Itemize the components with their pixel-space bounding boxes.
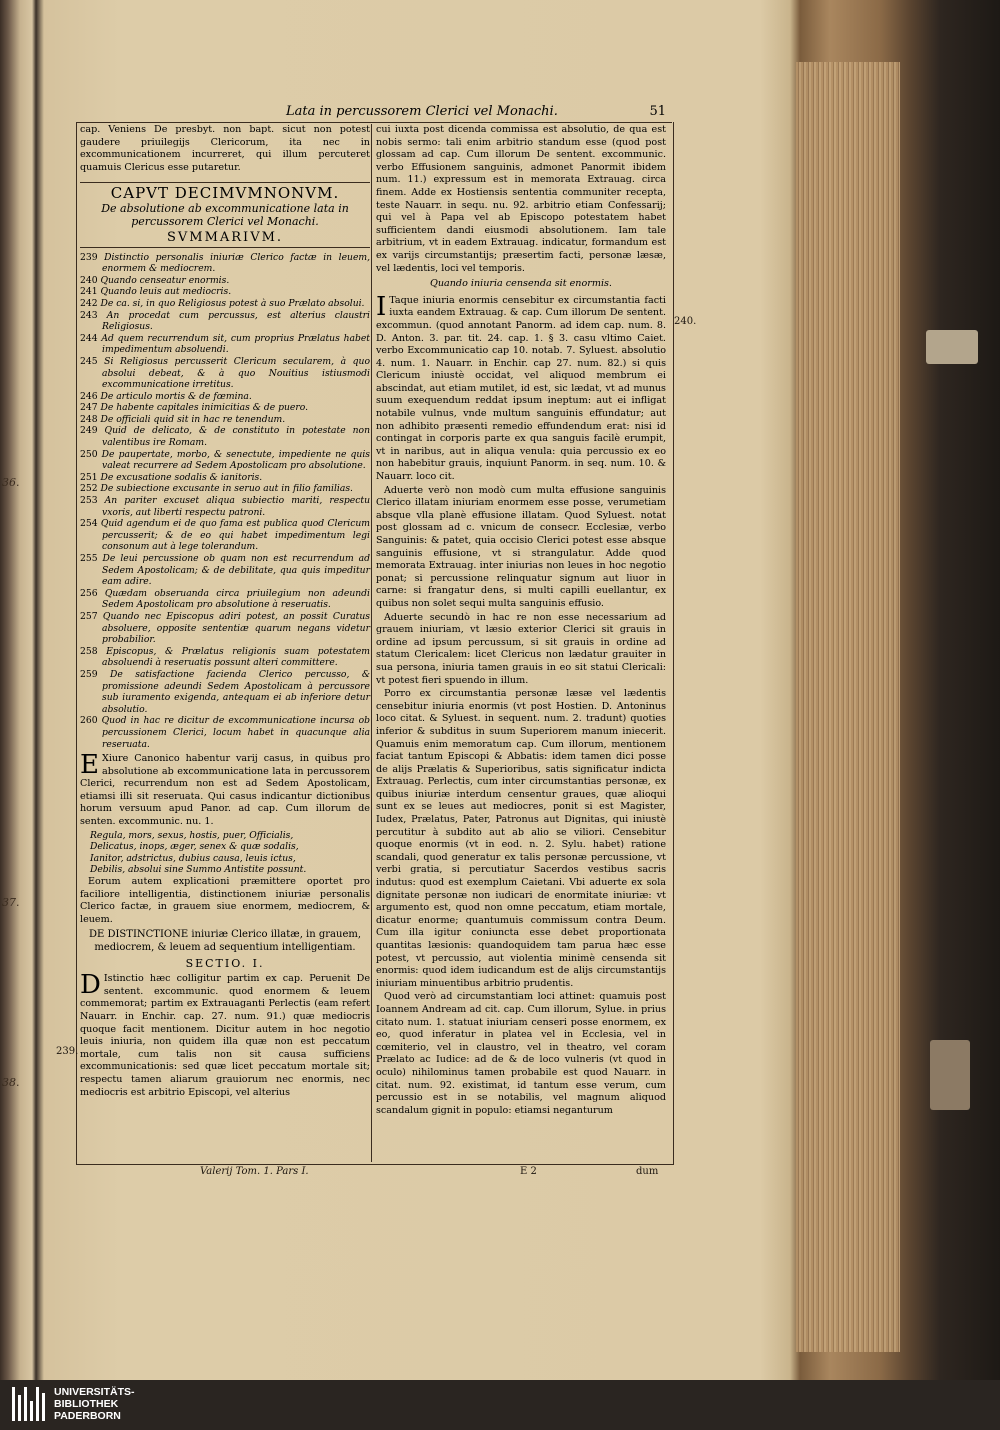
right-column xyxy=(376,124,666,1118)
summary-item xyxy=(80,402,370,414)
summary-item xyxy=(80,518,370,553)
summary-item-number: 260 xyxy=(80,715,98,727)
summary-item-number: 251 xyxy=(80,471,98,483)
verse-line: Ianitor, adstrictus, dubius causa, leuis ictus, xyxy=(90,852,296,864)
summary-item-text: Quod in hac re dicitur de excommunicatione incursa ob percussionem Clerici, locum habet in quacunque alia reseruata. xyxy=(101,715,370,750)
summary-title: SVMMARIVM. xyxy=(80,232,370,248)
verse-line: Debilis, absolui sine Summo Antistite possunt. xyxy=(90,864,307,876)
paragraph: Aduerte secundò in hac re non esse necessarium ad grauem iniuriam, vt læsio exterior Clerici sit grauis in ordine ad ipsum percussum, si sit grauis in ordine ad statum Clericalem: licet Clericus non lædatur grauiter in sua persona, iniuria tamen grauis in eo sit statui Clericali: vt potest fieri spuendo in illum. xyxy=(376,611,666,686)
summary-item xyxy=(80,298,370,310)
drop-cap: I xyxy=(376,291,387,322)
margin-number: 240. xyxy=(674,316,697,327)
paragraph: cui iuxta post dicenda commissa est absolutio, de qua est nobis sermo: tali enim arbitrio standum esse (quod post glossam ad cap. Cum illorum De sentent. excommunic. verbo Effusionem sanguinis, admonet Panormit ibidem num. 11.) expressum est in memorata Extrauag. circa finem. Adde ex Hostiensis sententia communiter recepta, teste Nauarr. in sequ. nu. 92. arbitrio etiam Confessarij; qui vel à Papa vel ab Episcopo potestatem habet sufficientem dandi eiusmodi absolutionem. Iam tale arbitrium, vt in eadem Extrauag. indicatur, formandum est ex varijs circumstantijs; præsertim facti, personæ læsæ, vel lædentis, loci vel temporis. xyxy=(376,124,666,274)
summary-item xyxy=(80,588,370,611)
summary-item-text: De excusatione sodalis & ianitoris. xyxy=(100,471,263,483)
summary-item-text: De paupertate, morbo, & senectute, impediente ne quis valeat recurrere ad Sedem Apostolicam pro absolutione. xyxy=(101,448,370,472)
drop-cap: E xyxy=(80,750,99,781)
summary-item-text: Quando leuis aut mediocris. xyxy=(100,286,232,298)
summary-item-text: De subiectione excusante in seruo aut in filio familias. xyxy=(100,483,353,495)
summary-item-text: De officiali quid sit in hac re tenendum. xyxy=(100,413,286,425)
summary-item xyxy=(80,356,370,391)
summary-item-number: 249 xyxy=(80,425,98,437)
summary-item-number: 241 xyxy=(80,286,98,298)
summary-item-text: Distinctio personalis iniuriæ Clerico factæ in leuem, enormem & mediocrem. xyxy=(102,251,371,275)
summary-item-number: 239 xyxy=(80,251,98,263)
summary-item-text: Ad quem recurrendum sit, cum proprius Prælatus habet impedimentum absoluendi. xyxy=(101,332,371,356)
summary-item-text: De satisfactione facienda Clerico percusso, & promissione adeundi Sedem Apostolicam à percussore sub iuramento exigenda, antequam ei ab inferiore detur absolutio. xyxy=(102,668,371,715)
left-margin-note: 38. xyxy=(2,1076,20,1089)
bookmark-tab xyxy=(926,330,978,364)
summary-item-number: 259 xyxy=(80,668,98,680)
chapter-title: CAPVT DECIMVMNONVM. xyxy=(80,182,370,200)
library-footer-bar xyxy=(0,1380,1000,1430)
paragraph: Quod verò ad circumstantiam loci attinet: quamuis post Ioannem Andream ad cit. cap. Cum illorum, Sylue. in prius citato num. 1. statuat iniuriam censeri posse enormem, ex eo, quod inferatur in platea vel in Ecclesia, vel in cœmiterio, vel in claustro, vel in theatro, vel coram Prælato ac Iudice: ad de & de loco vulneris (vt quod in oculo) nihilominus tamen probabile est quod Nauarr. in citat. num. 92. existimat, id tantum esse verum, cum percussio est in se notabilis, vel magnum aliquod scandalum gignit in populo: etiamsi neganturum xyxy=(376,991,666,1116)
page-number: 51 xyxy=(649,104,666,119)
summary-item xyxy=(80,425,370,448)
section-title: SECTIO. I. xyxy=(185,956,265,970)
page-edges xyxy=(796,62,900,1352)
left-margin-note: 37. xyxy=(2,896,20,909)
summary-item xyxy=(80,414,370,426)
summary-item xyxy=(80,310,370,333)
summary-item-text: An pariter excuset aliqua subiectio mariti, respectu vxoris, aut liberti respectu patroni. xyxy=(102,495,370,518)
summary-item xyxy=(80,333,370,356)
summary-item-number: 245 xyxy=(80,355,98,367)
summary-item-text: An procedat cum percussus, est alterius claustri Religiosus. xyxy=(102,309,370,333)
left-page-margin xyxy=(0,60,26,1360)
margin-number: 239. xyxy=(56,1046,79,1057)
distinction-title: DE DISTINCTIONE iniuriæ Clerico illatæ, in grauem, mediocrem, & leuem ad sequentium intelligentiam. xyxy=(88,929,362,953)
summary-item-number: 247 xyxy=(80,402,98,414)
summary-item xyxy=(80,495,370,518)
intro-paragraph: cap. Veniens De presbyt. non bapt. sicut non potest gaudere priuilegijs Clericorum, ita nec in excommunicationem incurreret, qui illum percuteret quamuis Clericus esse putaretur. xyxy=(80,124,370,173)
left-margin-note: 36. xyxy=(2,476,20,489)
column-rule xyxy=(371,124,372,1162)
mnemonic-verse xyxy=(80,830,370,876)
left-column xyxy=(80,124,370,1100)
summary-item xyxy=(80,611,370,646)
paragraph: I Taque iniuria enormis censebitur ex circumstantia facti iuxta eandem Extrauag. & cap. Cum illorum De sentent. excommun. (quod annotant Panorm. ad idem cap. num. 8. D. Anton. 3. par. tit. 24. cap. 1. § 3. casu vltimo Caiet. verbo Excommunicatio cap 10. notab. 7. Syluest. absolutio 4. num. 1. Nauarr. in Enchir. cap 27. num. 82.) si quis Clericum iniustè occidat, vel aliquod membrum ei abscindat, aut etiam mutilet, id est, sic lædat, vt ad munus suum exequendum reddat ipsum ineptum: aut ei infligat notabile vulnus, vnde multum sanguinis effundatur; aut non adhibito præsenti remedio effundendum erat: nisi id contingat in corporis parte ex qua sanguis facilè erumpit, vt in naribus, aut in aliqua venula: quia percussio ex eo non habebitur grauis, inquiunt Panorm. in seq. num. 10. & Nauarr. loco cit. xyxy=(376,291,666,483)
running-header xyxy=(76,104,672,123)
summary-item xyxy=(80,449,370,472)
summary-item-number: 257 xyxy=(80,610,98,622)
summary-item-number: 248 xyxy=(80,413,98,425)
verse-line: Regula, mors, sexus, hostis, puer, Officialis, xyxy=(90,829,294,841)
signature-mark: E 2 xyxy=(520,1166,537,1177)
summary-item-text: De habente capitales inimicitias & de puero. xyxy=(100,402,309,414)
summary-item-text: Quid agendum ei de quo fama est publica quod Clericum percusserit; & de eo qui habet impedimentum legi consonum aut à lege tolerandum. xyxy=(100,518,370,553)
signature-line: Valerij Tom. 1. Pars I. xyxy=(200,1166,309,1177)
summary-item xyxy=(80,252,370,275)
verse-line: Delicatus, inops, æger, senex & quæ sodalis, xyxy=(90,841,299,853)
summary-item-number: 254 xyxy=(80,518,98,530)
summary-item-text: Quando censeatur enormis. xyxy=(100,274,230,286)
summary-item-text: De leui percussione ob quam non est recurrendum ad Sedem Apostolicam; & de debilitate, qua quis impeditur eam adire. xyxy=(102,553,371,588)
paragraph: Porro ex circumstantia personæ læsæ vel lædentis censebitur iniuria enormis (vt post Hostien. D. Antoninus loco citat. & Syluest. in sequent. num. 2. tradunt) quoties inferior & subditus in suum Superiorem manum iniecerit. Quamuis enim memoratum cap. Cum illorum, mentionem faciat tantum Episcopi & Abbatis: idem tamen dici posse de alijs Prælatis & Superioribus, satis significatur indicta Extrauag. Perlectis, cum inter circumstantias personæ, ex quibus iniuriæ interdum censentur graues, quæ alioqui sunt ex se leues aut mediocres, ponit si est Magister, Iudex, Prælatus, Pater, Patronus aut Dignitas, qui iniustè percutitur à subdito aut ab alio se viliori. Censebitur quoque enormis (vt in eod. n. 2. Sylu. habet) ratione scandali, quod generatur ex talis personæ percussione, vt verbi gratia, si percutiatur Sacerdos vestibus sacris indutus: quod est exemplum Caietani. Vbi aduerte ex sola dignitate personæ non iudicari de enormitate iniuriæ: vt argumento est, quod non omne peccatum, etiam mortale, dicatur enorme; quantumuis commissum contra Deum. Cum illa igitur coniuncta esse debet proportionata quantitas læsionis: quandoquidem tam parua hæc esse potest, vt percussio, aut violentia minimè censenda sit enormis: quod idem iudicandum est de alijs circumstantijs iniuriam minuentibus arbitrio prudentis. xyxy=(376,688,666,989)
summary-item xyxy=(80,286,370,298)
summary-item-text: Quid de delicato, & de constituto in potestate non valentibus ire Romam. xyxy=(102,425,370,449)
summary-item xyxy=(80,646,370,669)
summary-item-number: 242 xyxy=(80,297,98,309)
chapter-subtitle: De absolutione ab excommunicatione lata in percussorem Clerici vel Monachi. xyxy=(101,201,349,228)
summary-item-number: 250 xyxy=(80,448,98,460)
summary-item xyxy=(80,553,370,588)
summary-item xyxy=(80,483,370,495)
paragraph: D Istinctio hæc colligitur partim ex cap. Peruenit De sentent. excommunic. quod enormem & leuem commemorat; partim ex Extrauaganti Perlectis (eam refert Nauarr. in Enchir. cap. 27. num. 91.) quæ mediocris quoque facit mentionem. Dicitur autem in hoc negotio leuis iniuria, non quidem illa quæ non est peccatum mortale, cum talis non sit causa sufficiens excommunicationis: sed quæ licet peccatum mortale sit; respectu tamen aliarum grauiorum nec enormis, nec mediocris est arbitrio Episcopi, vel alterius xyxy=(80,970,370,1098)
summary-item xyxy=(80,391,370,403)
summary-item-number: 244 xyxy=(80,332,98,344)
summary-item xyxy=(80,669,370,715)
paragraph: Aduerte verò non modò cum multa effusione sanguinis Clerico illatam iniuriam enormem esse posse, verumetiam absque vlla planè effusione illatam. Quod Syluest. notat post glossam ad c. vnicum de consecr. Ecclesiæ, verbo Sanguinis: & patet, quia occisio Clerici potest esse absque sanguinis effusione, vt si strangulatur. Adde quod memorata Extrauag. inter iniurias non leues in hoc negotio ponat; si percussione relinquatur signum aut liuor in carne: si frangatur dens, si multi capilli euellantur, ex quibus non solet sequi multa sanguinis effusio. xyxy=(376,484,666,609)
summary-item-number: 253 xyxy=(80,495,98,507)
paragraph: Eorum autem explicationi præmittere oportet pro faciliore intelligentia, distinctionem iniuriæ personalis Clerico factæ, in grauem siue enormem, mediocrem, & leuem. xyxy=(80,876,370,925)
summary-item-number: 243 xyxy=(80,309,98,321)
summary-item-number: 256 xyxy=(80,587,98,599)
summary-item-text: Quædam obseruanda circa priuilegium non adeundi Sedem Apostolicam pro absolutione à reseruatis. xyxy=(102,587,370,611)
bookmark-tab xyxy=(930,1040,970,1110)
summary-item xyxy=(80,275,370,287)
summary-item-number: 240 xyxy=(80,274,98,286)
summary-item-text: De articulo mortis & de fœmina. xyxy=(100,390,252,402)
paragraph: E Xiure Canonico habentur varij casus, in quibus pro absolutione ab excommunicatione lata in percussorem Clerici, recurrendum non est ad Sedem Apostolicam, etiamsi illi sit reseruata. Qui casus indicantur dictionibus horum versuum apud Panor. ad cap. Cum illorum de senten. excommunic. nu. 1. xyxy=(80,750,370,828)
summary-item-number: 252 xyxy=(80,483,98,495)
summary-list xyxy=(80,252,370,751)
summary-item xyxy=(80,472,370,484)
summary-item-text: Episcopus, & Prælatus religionis suam potestatem absoluendi à reseruatis possunt alteri committere. xyxy=(102,645,370,669)
subheading: Quando iniuria censenda sit enormis. xyxy=(429,278,612,290)
library-name: UNIVERSITÄTS- BIBLIOTHEK PADERBORN xyxy=(54,1386,135,1422)
summary-item-text: Quando nec Episcopus adiri potest, an possit Curatus absoluere, opposite sententiæ quarum negans videtur probabilior. xyxy=(102,610,371,646)
catchword: dum xyxy=(636,1166,659,1177)
summary-item-text: Si Religiosus percusserit Clericum secularem, à quo absolui debeat, & à quo Nouitius istiusmodi excommunicatione irretitus. xyxy=(102,355,370,391)
summary-item-number: 258 xyxy=(80,645,98,657)
running-title: Lata in percussorem Clerici vel Monachi. xyxy=(286,104,558,119)
summary-item-text: De ca. si, in quo Religiosus potest à suo Prælato absolui. xyxy=(100,297,365,309)
summary-item-number: 246 xyxy=(80,390,98,402)
summary-item-number: 255 xyxy=(80,553,98,564)
drop-cap: D xyxy=(80,970,101,1001)
summary-item xyxy=(80,715,370,750)
